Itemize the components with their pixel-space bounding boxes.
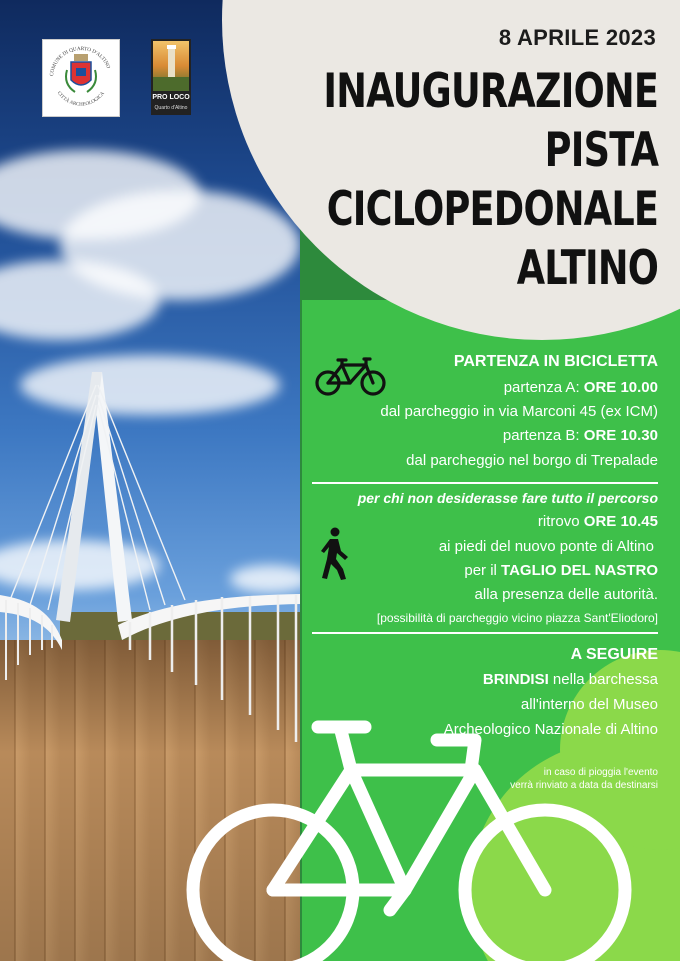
bicycle-icon	[314, 356, 388, 398]
large-bicycle-outline-icon	[175, 710, 635, 961]
authorities-line: alla presenza delle autorità.	[474, 586, 658, 603]
ribbon-line	[464, 560, 658, 582]
start-a-line	[504, 377, 658, 399]
section-divider	[312, 482, 658, 484]
ribbon-text: TAGLIO DEL NASTRO	[501, 562, 658, 579]
walk-intro: per chi non desiderasse fare tutto il percorso	[357, 490, 658, 506]
comune-motto-text: CITTÀ ARCHEOLOGICA	[55, 90, 106, 108]
museum-name-line: Archeologico Nazionale di Altino	[443, 721, 658, 738]
event-title	[323, 62, 658, 298]
rain-note-line-2: verrà rinviato a data da destinarsi	[510, 780, 658, 791]
title-line: PISTA	[544, 123, 658, 178]
title-line: INAUGURAZIONE	[323, 64, 658, 119]
meet-line	[538, 511, 658, 533]
parking-note: [possibilità di parcheggio vicino piazza Sant'Eliodoro]	[376, 611, 658, 625]
proloco-logo	[151, 39, 191, 115]
proloco-name: PRO LOCO	[152, 94, 190, 101]
bike-section-heading: PARTENZA IN BICICLETTA	[453, 353, 658, 370]
meet-time: ORE 10.45	[583, 513, 658, 530]
rain-note-line-1: in caso di pioggia l'evento	[543, 767, 658, 778]
tower-photo-icon	[153, 41, 189, 91]
start-b-line	[503, 425, 658, 447]
pedestrian-icon	[316, 527, 352, 581]
comune-ring-text: COMUNE DI QUARTO D'ALTINO	[49, 45, 112, 77]
meet-label: ritrovo	[537, 513, 580, 530]
start-a-label: partenza A:	[503, 379, 580, 396]
start-b-time: ORE 10.30	[583, 427, 658, 444]
start-a-time: ORE 10.00	[583, 379, 658, 396]
after-heading: A SEGUIRE	[570, 646, 658, 663]
brindisi-rest: nella barchessa	[552, 671, 658, 688]
ribbon-prefix: per il	[464, 562, 497, 579]
comune-logo	[42, 39, 120, 117]
coat-of-arms-icon	[43, 40, 119, 116]
brindisi-line	[483, 669, 658, 691]
section-divider	[312, 632, 658, 634]
start-b-place: dal parcheggio nel borgo di Trepalade	[406, 452, 658, 469]
museum-line: all'interno del Museo	[520, 696, 658, 713]
meet-place: ai piedi del nuovo ponte di Altino	[438, 538, 654, 555]
brindisi-label: BRINDISI	[482, 671, 549, 688]
title-line: ALTINO	[516, 241, 658, 296]
start-a-place: dal parcheggio in via Marconi 45 (ex ICM)	[380, 403, 658, 420]
start-b-label: partenza B:	[502, 427, 580, 444]
title-line: CICLOPEDONALE	[326, 182, 658, 237]
proloco-subtitle: Quarto d'Altino	[154, 105, 188, 111]
event-date: 8 APRILE 2023	[498, 25, 656, 50]
